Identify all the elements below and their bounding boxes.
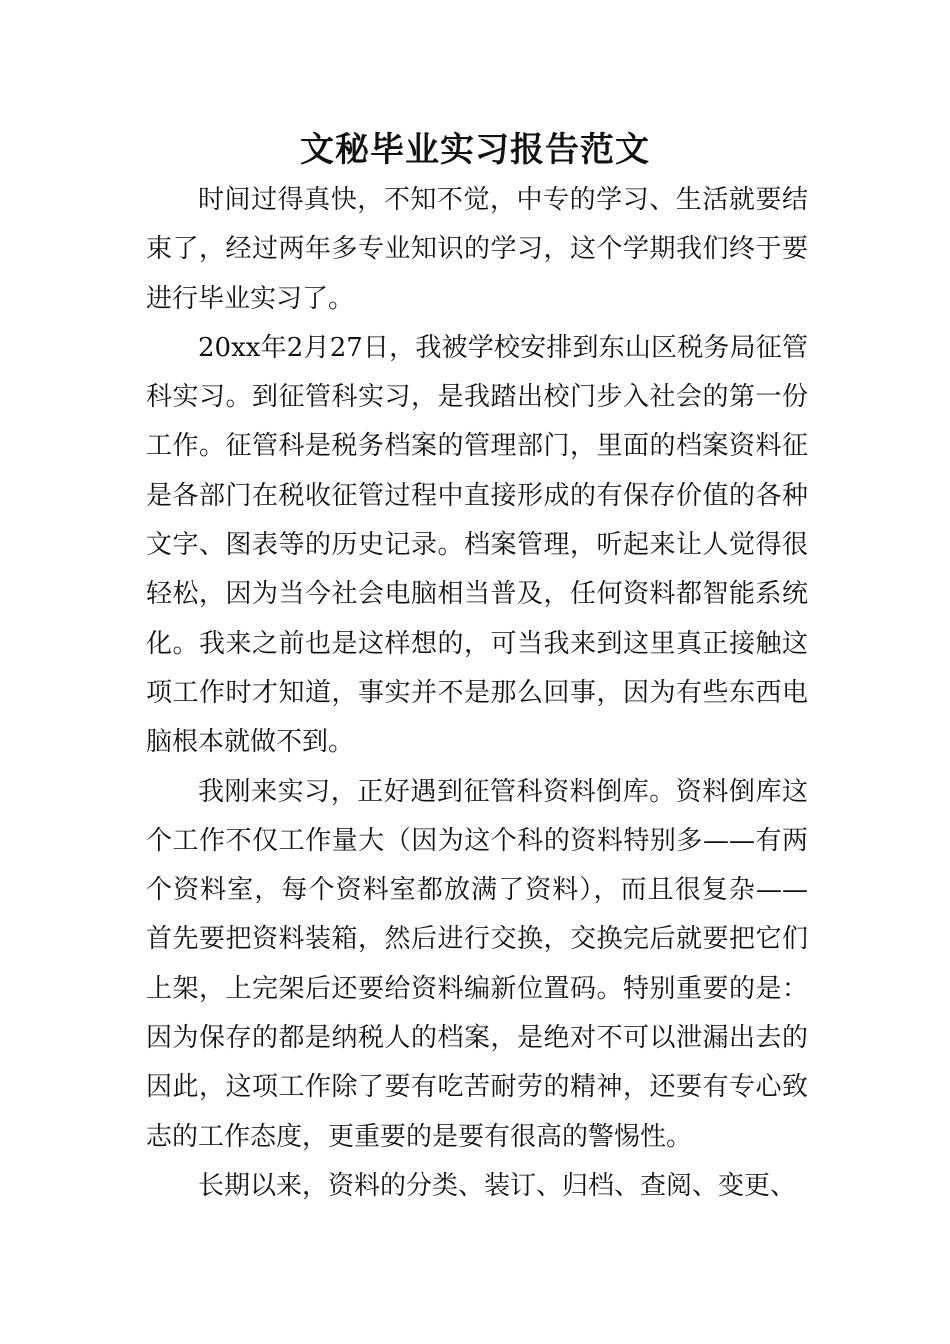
- paragraph: 20xx年2月27日，我被学校安排到东山区税务局征管科实习。到征管科实习，是我踏出校门步入社会的第一份工作。征管科是税务档案的管理部门，里面的档案资料征是各部门在税收征管过程中直接形成的有保存价值的各种文字、图表等的历史记录。档案管理，听起来让人觉得很轻松，因为当今社会电脑相当普及，任何资料都智能系统化。我来之前也是这样想的，可当我来到这里真正接触这项工作时才知道，事实并不是那么回事，因为有些东西电脑根本就做不到。: [146, 332, 808, 758]
- paragraph: 长期以来，资料的分类、装订、归档、查阅、变更、: [198, 1170, 797, 1201]
- document-body: [146, 176, 808, 1211]
- document-title: 文秘毕业实习报告范文: [300, 130, 650, 170]
- paragraph: 时间过得真快，不知不觉，中专的学习、生活就要结束了，经过两年多专业知识的学习，这个学期我们终于要进行毕业实习了。: [146, 185, 808, 314]
- paragraph: 我刚来实习，正好遇到征管科资料倒库。资料倒库这个工作不仅工作量大（因为这个科的资料特别多——有两个资料室，每个资料室都放满了资料），而且很复杂——首先要把资料装箱，然后进行交换，交换完后就要把它们上架，上完架后还要给资料编新位置码。特别重要的是：因为保存的都是纳税人的档案，是绝对不可以泄漏出去的因此，这项工作除了要有吃苦耐劳的精神，还要有专心致志的工作态度，更重要的是要有很高的警惕性。: [146, 776, 808, 1152]
